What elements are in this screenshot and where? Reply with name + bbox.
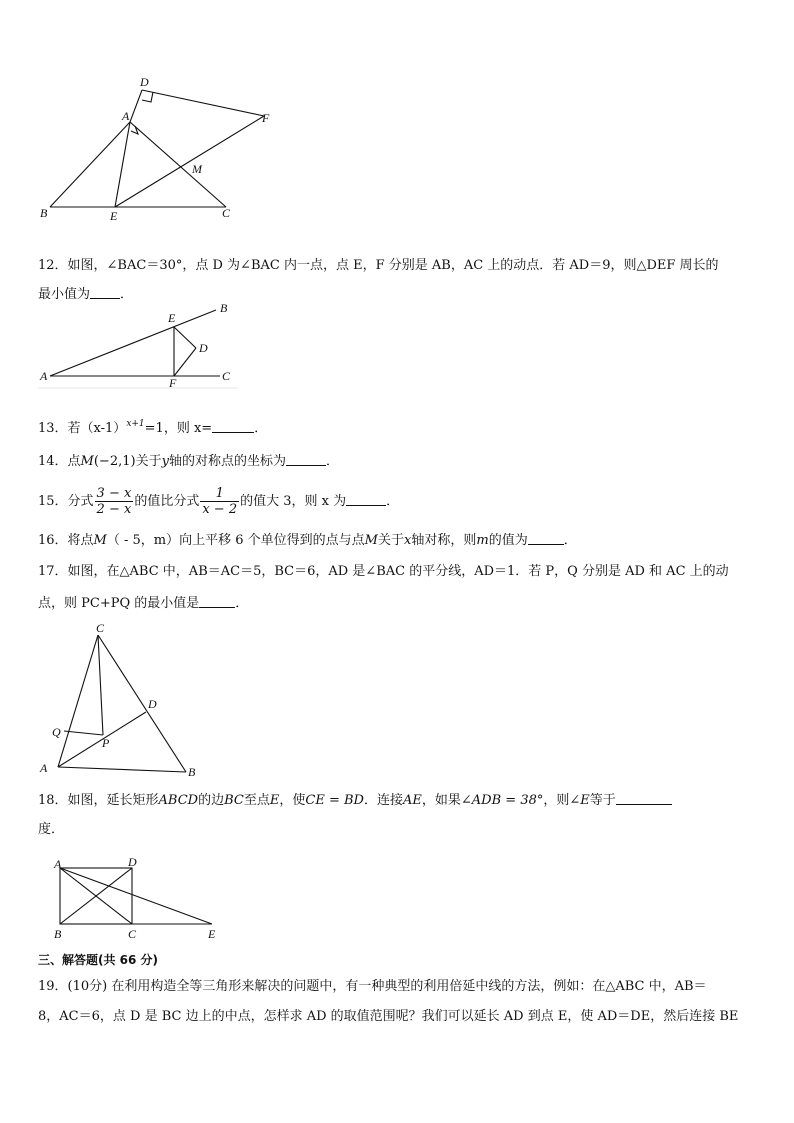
fraction-2: $\frac{1}{x - 2}$ [202, 486, 238, 517]
label-D: D [148, 697, 157, 711]
label-M: M [192, 162, 202, 176]
label-D: D [199, 341, 208, 355]
answer-blank-17[interactable] [199, 593, 235, 608]
question-18-line-1: 18．如图，延长矩形ABCD的边BC至点E，使CE = BD．连接AE，如果∠ADB = 38°，则∠E等于 [38, 790, 758, 811]
label-F: F [262, 111, 270, 125]
label-B: B [188, 765, 196, 779]
label-B: B [54, 927, 62, 941]
answer-blank-18[interactable] [616, 790, 672, 805]
answer-blank-15[interactable] [346, 491, 386, 506]
label-A: A [122, 109, 130, 123]
label-D: D [140, 75, 149, 89]
label-F: F [169, 376, 177, 390]
answer-blank-13[interactable] [212, 418, 254, 433]
section-3-title: 三、解答题(共 66 分) [38, 953, 159, 967]
label-A: A [54, 857, 62, 871]
question-19-line-2: 8，AC＝6，点 D 是 BC 边上的中点，怎样求 AD 的取值范围呢？我们可以延长 AD 到点 E，使 AD＝DE，然后连接 BE [38, 1009, 739, 1024]
question-13: 13．若$(x-1)^{x+1}=1$，则 x= ． [38, 419, 268, 436]
question-17-line-1: 17．如图，在△ABC 中，AB＝AC＝5，BC＝6，AD 是∠BAC 的平分线，AD＝1．若 P，Q 分别是 AD 和 AC 上的动 [38, 564, 729, 579]
label-C: C [222, 206, 231, 220]
answer-blank-16[interactable] [528, 530, 564, 545]
label-B: B [220, 301, 228, 315]
fraction-1: $\frac{3 - x}{2 - x}$ [96, 486, 132, 517]
label-E: E [110, 209, 118, 223]
question-17-line-2: 点，则 PC+PQ 的最小值是 ． [38, 593, 758, 614]
label-C: C [128, 927, 137, 941]
label-P: P [102, 736, 110, 750]
label-A: A [40, 369, 48, 383]
question-12-line-2: 最小值为 ． [38, 284, 758, 305]
label-E: E [168, 311, 176, 325]
answer-blank-14[interactable] [286, 451, 326, 466]
question-18-line-2: 度． [38, 822, 65, 837]
question-15: 15．分式 $\frac{3 - x}{2 - x}$ 的值比分式 $\frac{1}{x - 2}$ 的值大 3，则 x 为 ． [38, 486, 400, 517]
label-C: C [96, 621, 105, 635]
label-E: E [208, 927, 216, 941]
answer-blank-12[interactable] [90, 284, 120, 299]
label-B: B [40, 206, 48, 220]
question-14: 14．点M(−2,1)关于y轴的对称点的坐标为 ． [38, 451, 758, 472]
question-12-line-1: 12．如图，∠BAC＝30°，点 D 为∠BAC 内一点，点 E，F 分别是 AB，AC 上的动点．若 AD＝9，则△DEF 周长的 [38, 258, 719, 273]
figure-q18 [40, 852, 230, 942]
figure-q12 [38, 300, 248, 395]
label-C: C [222, 369, 231, 383]
label-Q: Q [52, 725, 61, 739]
question-19-line-1: 19．(10分) 在利用构造全等三角形来解决的问题中，有一种典型的利用倍延中线的方法，例如：在△ABC 中，AB＝ [38, 979, 707, 994]
label-D: D [128, 855, 137, 869]
figure-q11 [40, 76, 280, 226]
question-16: 16．将点M（ - 5，m）向上平移 6 个单位得到的点与点M关于x轴对称，则m的值为 ． [38, 530, 758, 551]
label-A: A [40, 761, 48, 775]
figure-q17 [38, 620, 208, 780]
